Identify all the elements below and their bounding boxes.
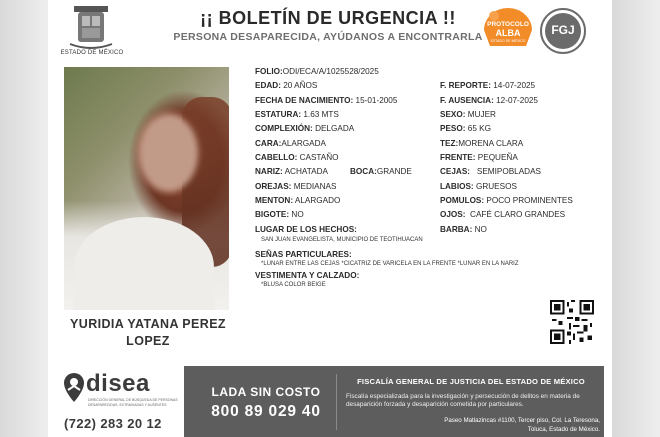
estatura-row: ESTATURA: 1.63 MTS (255, 110, 339, 119)
fgje-description: Fiscalía especializada para la investigación y persecución de delitos en materia de desaparición forzada y desaparición cometida por particulares. (346, 393, 580, 408)
state-crest-logo (66, 4, 116, 52)
fgj-label: FGJ (551, 23, 575, 37)
qr-code[interactable] (550, 300, 594, 344)
menton-row: MENTON: ALARGADO (255, 196, 341, 205)
folio-row: FOLIO:ODI/ECA/A/1025528/2025 (255, 67, 379, 76)
background-right-blur (612, 0, 660, 437)
edad-row: EDAD: 20 AÑOS (255, 81, 318, 90)
bulletin-title: ¡¡ BOLETÍN DE URGENCIA !! (200, 8, 456, 28)
disea-wordmark: disea (86, 370, 150, 397)
lugar-label: LUGAR DE LOS HECHOS: (255, 225, 357, 234)
alba-line1: PROTOCOLO (487, 21, 529, 28)
boca-row: BOCA:GRANDE (350, 167, 412, 176)
band-divider (336, 374, 337, 430)
crest-label: ESTADO DE MÉXICO (60, 50, 124, 56)
peso-row: PESO: 65 KG (440, 124, 491, 133)
vestimenta-value: *BLUSA COLOR BEIGE (261, 282, 326, 288)
ojos-row: OJOS: CAFÉ CLARO GRANDES (440, 210, 566, 219)
protocolo-alba-logo (480, 6, 536, 54)
location-pin-icon (62, 372, 86, 406)
orejas-row: OREJAS: MEDIANAS (255, 182, 337, 191)
pomulos-row: POMULOS: POCO PROMINENTES (440, 196, 573, 205)
background-left-blur (0, 0, 48, 437)
labios-row: LABIOS: GRUESOS (440, 182, 517, 191)
barba-row: BARBA: NO (440, 225, 487, 234)
missing-person-name (64, 316, 232, 350)
tez-row: TEZ:MORENA CLARA (440, 139, 524, 148)
lada-phone-number[interactable]: 800 89 029 40 (211, 403, 321, 420)
fgje-address-line1: Paseo Matlazincas #1100, Tercer piso, Col. La Teresona, (444, 417, 600, 424)
disea-phone[interactable]: (722) 283 20 12 (64, 416, 162, 431)
complexion-row: COMPLEXIÓN: DELGADA (255, 124, 355, 133)
sexo-row: SEXO: MUJER (440, 110, 496, 119)
fgje-title: FISCALÍA GENERAL DE JUSTICIA DEL ESTADO DE MÉXICO (357, 377, 585, 386)
alba-line2: ALBA (495, 28, 521, 38)
cara-row: CARA:ALARGADA (255, 139, 326, 148)
frente-row: FRENTE: PEQUEÑA (440, 153, 518, 162)
name-line1: YURIDIA YATANA PEREZ (70, 317, 226, 331)
fgje-address-line2: Toluca, Estado de México. (527, 426, 600, 433)
ausencia-row: F. AUSENCIA: 12-07-2025 (440, 96, 538, 105)
lada-sin-costo-title: LADA SIN COSTO (211, 385, 321, 399)
disea-tagline: DIRECCIÓN GENERAL DE BÚSQUEDA DE PERSONAS DESAPARECIDAS, EXTRAVIADAS Y AUSENTES (88, 398, 178, 407)
nacimiento-row: FECHA DE NACIMIENTO: 15-01-2005 (255, 96, 398, 105)
missing-person-photo (64, 67, 229, 310)
senas-label: SEÑAS PARTICULARES: (255, 250, 352, 259)
reporte-row: F. REPORTE: 14-07-2025 (440, 81, 536, 90)
fgj-logo (540, 8, 586, 54)
bigote-row: BIGOTE: NO (255, 210, 304, 219)
lugar-value: SAN JUAN EVANGELISTA, MUNICIPIO DE TEOTIHUACAN (261, 237, 423, 243)
cejas-row: CEJAS: SEMIPOBLADAS (440, 167, 542, 176)
cabello-row: CABELLO: CASTAÑO (255, 153, 339, 162)
nariz-row: NARIZ: ACHATADA (255, 167, 328, 176)
vestimenta-label: VESTIMENTA Y CALZADO: (255, 271, 360, 280)
missing-person-bulletin (48, 0, 612, 437)
alba-line3: ESTADO DE MÉXICO (490, 39, 526, 43)
senas-value: *LUNAR ENTRE LAS CEJAS *CICATRIZ DE VARICELA EN LA FRENTE *LUNAR EN LA NARIZ (261, 261, 519, 267)
bulletin-subtitle: PERSONA DESAPARECIDA, AYÚDANOS A ENCONTRARLA (173, 31, 483, 43)
name-line2: LOPEZ (126, 334, 170, 348)
